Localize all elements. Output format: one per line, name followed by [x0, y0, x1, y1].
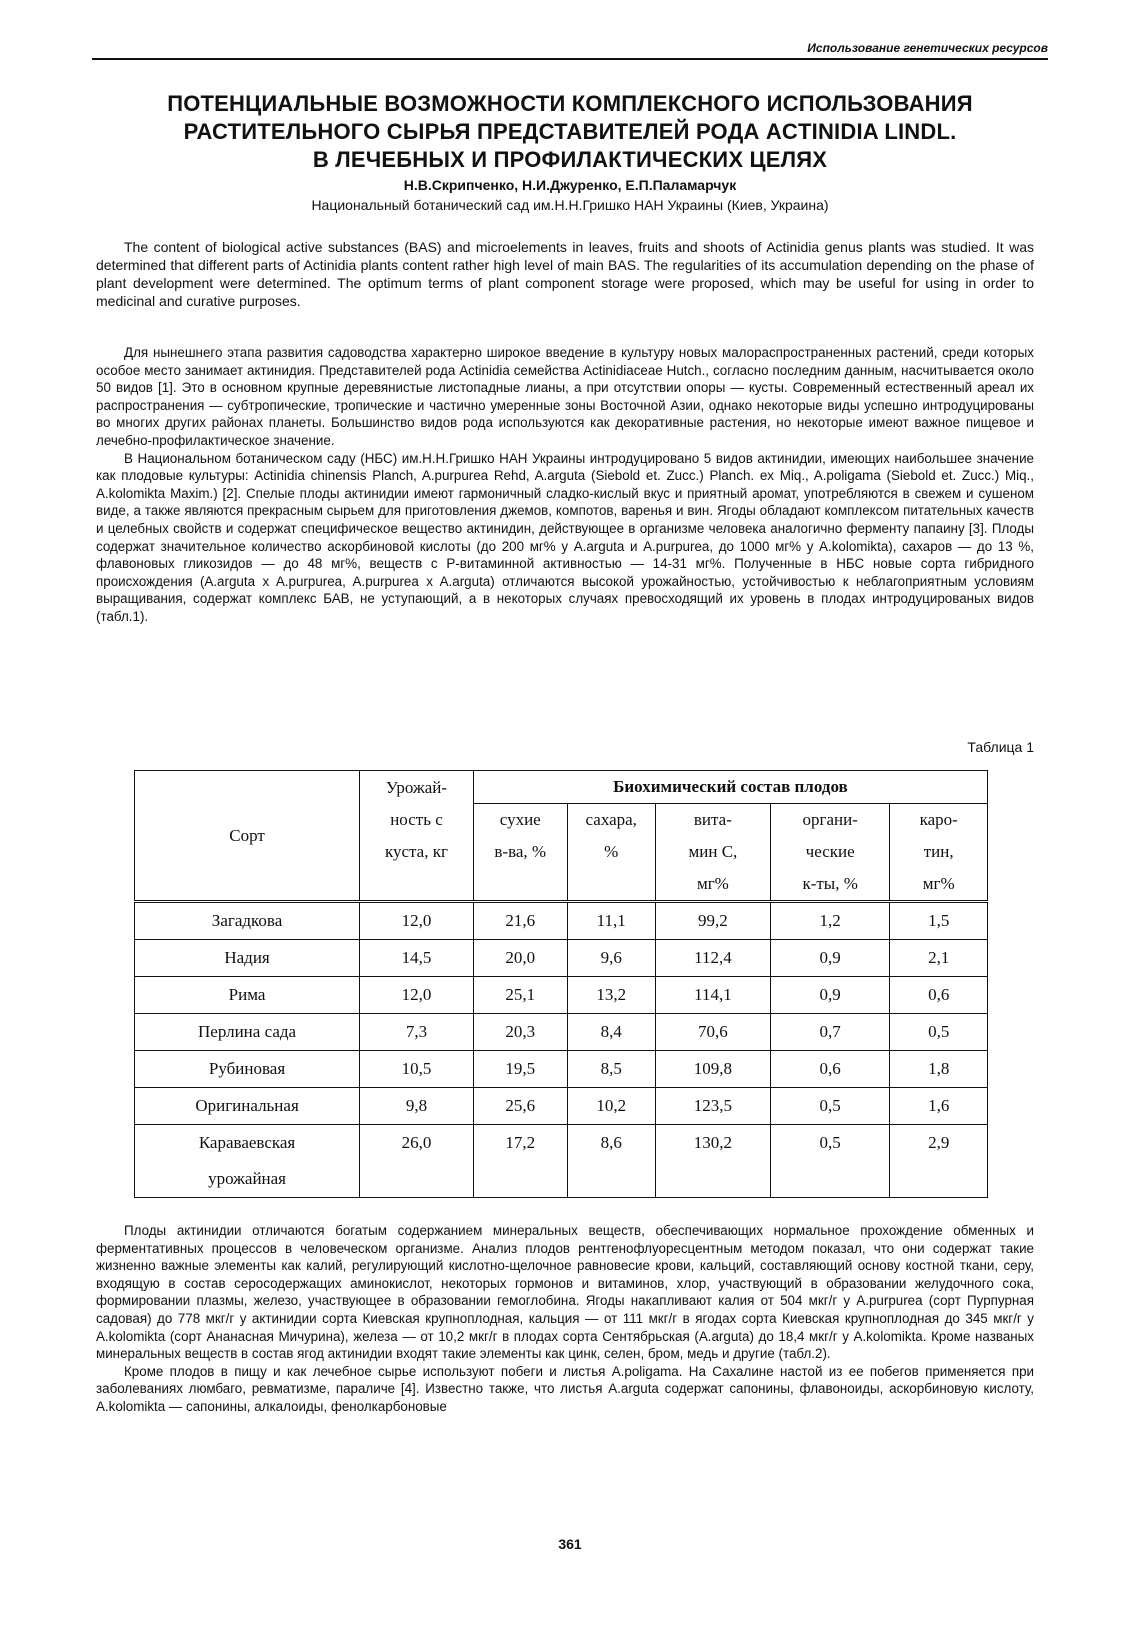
cell-yield: 12,0	[360, 977, 474, 1014]
header-line: %	[604, 842, 619, 861]
cell-dry: 17,2	[473, 1125, 567, 1198]
cell-vitamin: 99,2	[655, 902, 770, 940]
header-line: ческие	[805, 842, 855, 861]
table-row	[135, 1051, 988, 1088]
table-row	[135, 1125, 988, 1198]
cell-sugar: 8,6	[567, 1125, 655, 1198]
cell-yield: 7,3	[360, 1014, 474, 1051]
header-line: тин,	[923, 842, 954, 861]
header-dry	[473, 804, 567, 902]
cell-acids: 0,9	[770, 940, 889, 977]
cell-acids: 0,7	[770, 1014, 889, 1051]
minerals-text	[96, 1222, 1034, 1416]
cell-vitamin: 130,2	[655, 1125, 770, 1198]
article-title	[92, 90, 1048, 174]
cell-vitamin: 109,8	[655, 1051, 770, 1088]
cell-sort: Перлина сада	[135, 1014, 360, 1051]
header-line: мг%	[922, 874, 955, 893]
cell-acids: 0,9	[770, 977, 889, 1014]
table-label: Таблица 1	[967, 739, 1034, 755]
table-row	[135, 977, 988, 1014]
cell-sort: Караваевская урожайная	[135, 1125, 360, 1198]
cell-yield: 10,5	[360, 1051, 474, 1088]
cell-acids: 0,5	[770, 1088, 889, 1125]
header-line: мг%	[696, 874, 729, 893]
table-row	[135, 902, 988, 940]
cell-sugar: 11,1	[567, 902, 655, 940]
affiliation: Национальный ботанический сад им.Н.Н.Гришко НАН Украины (Киев, Украина)	[311, 197, 829, 213]
cell-sugar: 13,2	[567, 977, 655, 1014]
cell-sort: Надия	[135, 940, 360, 977]
cell-vitamin: 114,1	[655, 977, 770, 1014]
header-line: ность с	[390, 809, 443, 829]
paragraph: Кроме плодов в пищу и как лечебное сырье используют побеги и листья A.poligama. На Сахалине настой из ее побегов применяется при заболеваниях люмбаго, ревматизме, параличе [4]. Известно также, что листья A.arguta содержат сапонины, флавоноиды, аскорбиновую кислоту, A.kolomikta — сапонины, алкалоиды, фенолкарбоновые	[96, 1363, 1034, 1414]
header-line: вита-	[693, 810, 732, 829]
cell-yield: 26,0	[360, 1125, 474, 1198]
cell-carotene: 0,6	[890, 977, 988, 1014]
authors: Н.В.Скрипченко, Н.И.Джуренко, Е.П.Паламарчук	[403, 177, 737, 193]
cell-sugar: 10,2	[567, 1088, 655, 1125]
cell-sort: Рубиновая	[135, 1051, 360, 1088]
header-line: сахара,	[585, 810, 637, 829]
title-line: РАСТИТЕЛЬНОГО СЫРЬЯ ПРЕДСТАВИТЕЛЕЙ РОДА ACTINIDIA LINDL.	[183, 119, 957, 144]
header-sort: Сорт	[135, 771, 360, 902]
cell-dry: 19,5	[473, 1051, 567, 1088]
header-line: органи-	[802, 810, 858, 829]
intro-text	[96, 344, 1034, 626]
cell-carotene: 2,9	[890, 1125, 988, 1198]
cell-sort: Рима	[135, 977, 360, 1014]
running-head: Использование генетических ресурсов	[92, 40, 1048, 60]
header-group: Биохимический состав плодов	[473, 771, 987, 804]
paragraph: В Национальном ботаническом саду (НБС) им.Н.Н.Гришко НАН Украины интродуцировано 5 видов актинидии, имеющих наибольшее значение как плодовые культуры: Actinidia chinensis Planch, A.purpurea Rehd, A.arguta (Siebold et. Zucc.) Planch. ex Miq., A.poligama (Siebold et. Zucc.) Miq., A.kolomikta Maxim.) [2]. Спелые плоды актинидии имеют гармоничный сладко-кислый вкус и приятный аромат, употребляются в свежем и сушеном виде, а также являются прекрасным сырьем для приготовления джемов, компотов, варенья и вин. Ягоды обладают комплексом питательных качеств и целебных свойств и содержат специфическое вещество актинидин, действующее в организме человека аналогично ферменту папаину [3]. Плоды содержат значительное количество аскорбиновой кислоты (до 200 мг% у A.arguta и A.purpurea, до 1000 мг% у A.kolomikta), сахаров — до 13 %, флавоновых гликозидов — до 48 мг%, веществ с Р-витаминной активностью — 14-31 мг%. Полученные в НБС новые сорта гибридного происхождения (A.arguta x A.purpurea, A.purpurea x A.arguta) отличаются высокой урожайностью, устойчивостью к неблагоприятным условиям выращивания, содержат комплекс БАВ, не уступающий, а в некоторых случаях превосходящий их уровень в плодах интродуцированых видов (табл.1).	[96, 450, 1034, 624]
abstract	[96, 238, 1034, 310]
cell-yield: 12,0	[360, 902, 474, 940]
header-line: сухие	[499, 810, 541, 829]
header-sugar	[567, 804, 655, 902]
header-line: куста, кг	[384, 841, 448, 861]
paragraph: Для нынешнего этапа развития садоводства характерно широкое введение в культуру новых малораспространенных растений, среди которых особое место занимает актинидия. Представителей рода Actinidia семейства Actinidiaceae Hutch., согласно последним данным, насчитывается около 50 видов [1]. Это в основном крупные деревянистые листопадные лианы, а при отсутствии опоры — кусты. Современный естественный ареал их распространения — субтропические, тропические и частично умеренные зоны Восточной Азии, однако некоторые виды успешно интродуцированы во многих других районах планеты. Большинство видов рода используются как декоративные растения, но некоторые имеют важное пищевое и лечебно-профилактическое значение.	[96, 345, 1034, 448]
cell-sugar: 8,5	[567, 1051, 655, 1088]
header-line: Урожай-	[385, 777, 448, 797]
title-line: ПОТЕНЦИАЛЬНЫЕ ВОЗМОЖНОСТИ КОМПЛЕКСНОГО ИСПОЛЬЗОВАНИЯ	[167, 91, 973, 116]
header-acids	[770, 804, 889, 902]
table-row	[135, 940, 988, 977]
header-vitamin	[655, 804, 770, 902]
cell-vitamin: 112,4	[655, 940, 770, 977]
cell-dry: 25,6	[473, 1088, 567, 1125]
header-carotene	[890, 804, 988, 902]
abstract-text: The content of biological active substances (BAS) and microelements in leaves, fruits and shoots of Actinidia genus plants was studied. It was determined that different parts of Actinidia plants content rather high level of main BAS. The regularities of its accumulation depending on the phase of plant development were determined. The optimum terms of plant component storage were proposed, which may be useful for using in order to medicinal and curative purposes.	[96, 239, 1034, 309]
header-line: к-ты, %	[802, 874, 858, 893]
cell-carotene: 1,5	[890, 902, 988, 940]
cell-dry: 20,3	[473, 1014, 567, 1051]
cell-sugar: 8,4	[567, 1014, 655, 1051]
cell-vitamin: 70,6	[655, 1014, 770, 1051]
cell-carotene: 0,5	[890, 1014, 988, 1051]
cell-carotene: 2,1	[890, 940, 988, 977]
composition-table	[134, 770, 988, 1198]
cell-sugar: 9,6	[567, 940, 655, 977]
paragraph: Плоды актинидии отличаются богатым содержанием минеральных веществ, обеспечивающих нормальное прохождение обменных и ферментативных процессов в человеческом организме. Анализ плодов рентгенофлуоресцентным методом показал, что они содержат такие жизненно важные элементы как калий, регулирующий кислотно-щелочное равновесие крови, кальций, составляющий основу костной ткани, серу, входящую в состав серосодержащих аминокислот, некоторых гормонов и витаминов, хлор, участвующий в образовании желудочного сока, формировании плазмы, железо, участвующее в образовании гемоглобина. Ягоды накапливают калия от 504 мкг/г у A.purpurea (сорт Пурпурная садовая) до 778 мкг/г у актинидии сорта Киевская крупноплодная, кальция — от 111 мкг/г в ягодах сорта Киевская крупноплодная до 345 мкг/г у A.kolomikta (сорт Ананасная Мичурина), железа — от 10,2 мкг/г в плодах сорта Сентябрьская (A.arguta) до 18,4 мкг/г у A.kolomikta. Кроме названых минеральных веществ в состав ягод актинидии входят такие элементы как цинк, селен, бром, медь и другие (табл.2).	[96, 1223, 1034, 1362]
header-yield	[360, 771, 474, 902]
header-line: мин С,	[688, 842, 738, 861]
table-row	[135, 1014, 988, 1051]
header-line: в-ва, %	[494, 842, 547, 861]
cell-acids: 0,6	[770, 1051, 889, 1088]
header-line: каро-	[919, 810, 958, 829]
cell-carotene: 1,6	[890, 1088, 988, 1125]
cell-dry: 20,0	[473, 940, 567, 977]
cell-vitamin: 123,5	[655, 1088, 770, 1125]
title-line: В ЛЕЧЕБНЫХ И ПРОФИЛАКТИЧЕСКИХ ЦЕЛЯХ	[312, 147, 828, 172]
cell-dry: 25,1	[473, 977, 567, 1014]
cell-dry: 21,6	[473, 902, 567, 940]
cell-carotene: 1,8	[890, 1051, 988, 1088]
cell-yield: 9,8	[360, 1088, 474, 1125]
cell-sort: Загадкова	[135, 902, 360, 940]
page-number: 361	[558, 1536, 582, 1552]
cell-acids: 1,2	[770, 902, 889, 940]
cell-yield: 14,5	[360, 940, 474, 977]
table-row	[135, 1088, 988, 1125]
cell-sort: Оригинальная	[135, 1088, 360, 1125]
cell-acids: 0,5	[770, 1125, 889, 1198]
